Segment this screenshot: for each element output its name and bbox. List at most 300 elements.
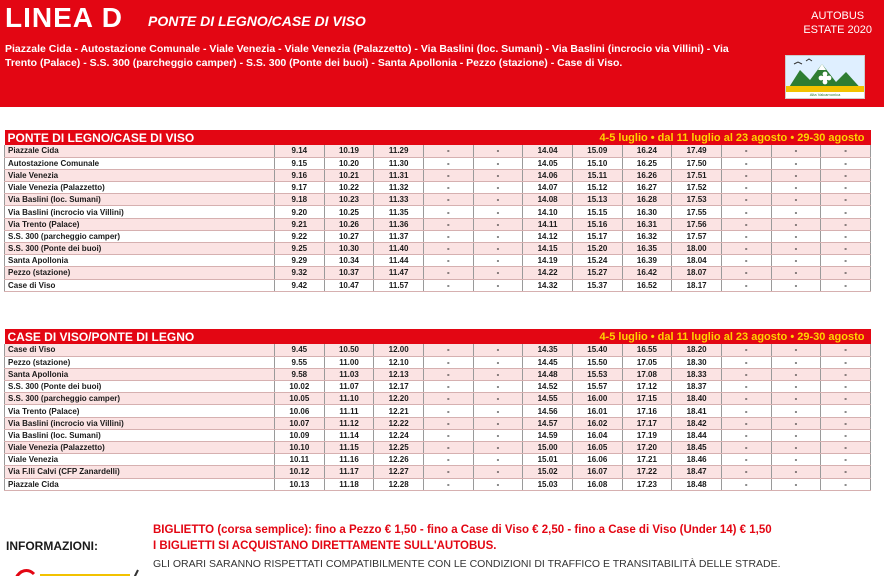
departure-time: 10.21 [324,169,374,181]
departure-time: - [771,157,821,169]
logo-caption: Alta Valcamonica [809,92,841,97]
departure-time: 16.07 [572,466,622,478]
departure-time: 18.17 [672,279,722,291]
departure-time: 18.47 [672,466,722,478]
departure-time: - [721,194,771,206]
departure-time: 17.57 [672,230,722,242]
departure-time: 11.10 [324,393,374,405]
departure-time: 15.40 [572,344,622,356]
departure-time: - [821,478,871,490]
departure-time: 14.19 [523,255,573,267]
departure-time: 9.15 [275,157,325,169]
stops-list: Piazzale Cida - Autostazione Comunale - Viale Venezia - Viale Venezia (Palazzetto) - Via Baslini (loc. Sumani) - Via Baslini (incrocio via Villini) - Via Trento (Palace) - S.S. 300 (parcheggio camper) - S.S. 300 (Ponte dei buoi) - Santa Apollonia - Pezzo (stazione) - Case di Viso. [5,43,729,69]
departure-time: 17.49 [672,145,722,157]
departure-time: 18.48 [672,478,722,490]
departure-time: 14.12 [523,230,573,242]
departure-time: 10.20 [324,157,374,169]
departure-time: 16.39 [622,255,672,267]
table-title: PONTE DI LEGNO/CASE DI VISO [5,130,424,145]
departure-time: - [423,368,473,380]
departure-time: - [473,442,523,454]
departure-time: 16.02 [572,417,622,429]
departure-time: - [771,466,821,478]
departure-time: 16.42 [622,267,672,279]
departure-time: 11.15 [324,442,374,454]
departure-time: - [473,454,523,466]
stop-name: Viale Venezia (Palazzetto) [5,442,275,454]
departure-time: 9.20 [275,206,325,218]
departure-time: - [821,230,871,242]
stop-name: Case di Viso [5,344,275,356]
table-title: CASE DI VISO/PONTE DI LEGNO [5,329,424,344]
departure-time: - [771,230,821,242]
departure-time: 14.10 [523,206,573,218]
departure-time: - [423,206,473,218]
departure-time: 16.27 [622,182,672,194]
departure-time: 10.23 [324,194,374,206]
stop-name: Piazzale Cida [5,478,275,490]
departure-time: - [423,255,473,267]
departure-time: 17.55 [672,206,722,218]
departure-time: 11.30 [374,157,424,169]
departure-time: 17.51 [672,169,722,181]
departure-time: 15.03 [523,478,573,490]
departure-time: - [473,267,523,279]
decorative-logo-icon [10,566,140,576]
departure-time: - [821,279,871,291]
departure-time: 11.37 [374,230,424,242]
departure-time: - [821,417,871,429]
departure-time: 14.05 [523,157,573,169]
departure-time: 16.25 [622,157,672,169]
departure-time: 16.24 [622,145,672,157]
departure-time: - [721,454,771,466]
departure-time: 12.24 [374,429,424,441]
departure-time: - [721,169,771,181]
departure-time: - [771,405,821,417]
departure-time: - [771,368,821,380]
stop-name: Via Baslini (loc. Sumani) [5,429,275,441]
departure-time: - [771,417,821,429]
departure-time: 16.52 [622,279,672,291]
departure-time: 10.27 [324,230,374,242]
departure-time: 10.07 [275,417,325,429]
stop-name: Piazzale Cida [5,145,275,157]
departure-time: - [721,381,771,393]
departure-time: 18.30 [672,356,722,368]
departure-time: 15.24 [572,255,622,267]
departure-time: - [771,206,821,218]
departure-time: 10.05 [275,393,325,405]
table-row [5,169,871,181]
departure-time: - [473,393,523,405]
departure-time: 15.57 [572,381,622,393]
departure-time: 15.01 [523,454,573,466]
stop-name: Pezzo (stazione) [5,356,275,368]
schedule-disclaimer: GLI ORARI SARANNO RISPETTATI COMPATIBILMENTE CON LE CONDIZIONI DI TRAFFICO E TRANSITABILITÀ DELLE STRADE. [153,558,781,570]
departure-time: 17.52 [672,182,722,194]
departure-time: 17.15 [622,393,672,405]
departure-time: 16.26 [622,169,672,181]
departure-time: 11.14 [324,429,374,441]
departure-time: - [771,255,821,267]
departure-time: - [473,145,523,157]
departure-time: 14.08 [523,194,573,206]
departure-time: 9.17 [275,182,325,194]
departure-time: - [821,466,871,478]
departure-time: 9.16 [275,169,325,181]
departure-time: 9.21 [275,218,325,230]
departure-time: - [771,145,821,157]
departure-time: - [473,279,523,291]
departure-time: 10.25 [324,206,374,218]
stop-name: Pezzo (stazione) [5,267,275,279]
departure-time: 9.29 [275,255,325,267]
departure-time: 11.47 [374,267,424,279]
departure-time: - [821,255,871,267]
departure-time: 11.17 [324,466,374,478]
departure-time: - [423,279,473,291]
departure-time: - [473,230,523,242]
departure-time: - [473,157,523,169]
departure-time: 18.45 [672,442,722,454]
departure-time: - [771,182,821,194]
table-row [5,368,871,380]
departure-time: - [473,344,523,356]
departure-time: 18.46 [672,454,722,466]
departure-time: - [473,356,523,368]
departure-time: - [721,405,771,417]
departure-time: - [771,279,821,291]
departure-time: 11.57 [374,279,424,291]
departure-time: - [473,218,523,230]
departure-time: - [473,466,523,478]
season-badge [803,9,872,37]
departure-time: - [771,442,821,454]
departure-time: 11.44 [374,255,424,267]
departure-time: - [771,429,821,441]
departure-time: 15.53 [572,368,622,380]
departure-time: 12.17 [374,381,424,393]
departure-time: - [821,405,871,417]
departure-time: 17.08 [622,368,672,380]
departure-time: 9.58 [275,368,325,380]
departure-time: - [423,393,473,405]
table-row [5,356,871,368]
stop-name: Via Baslini (incrocio via Villini) [5,417,275,429]
departure-time: 15.50 [572,356,622,368]
table-row [5,255,871,267]
departure-time: 15.16 [572,218,622,230]
departure-time: - [423,169,473,181]
departure-time: - [721,243,771,255]
stop-name: Via F.lli Calvi (CFP Zanardelli) [5,466,275,478]
departure-time: 11.12 [324,417,374,429]
departure-time: - [423,429,473,441]
departure-time: 10.09 [275,429,325,441]
departure-time: - [721,368,771,380]
departure-time: 12.00 [374,344,424,356]
departure-time: - [771,194,821,206]
departure-time: - [821,442,871,454]
departure-time: 14.55 [523,393,573,405]
departure-time: 11.29 [374,145,424,157]
table-header [5,329,871,344]
departure-time: 9.45 [275,344,325,356]
departure-time: 9.25 [275,243,325,255]
table-dates: 4-5 luglio • dal 11 luglio al 23 agosto • 29-30 agosto [423,329,870,344]
badge-line2: ESTATE 2020 [803,24,872,36]
departure-time: 16.04 [572,429,622,441]
table-header [5,130,871,145]
departure-time: 12.26 [374,454,424,466]
departure-time: 16.30 [622,206,672,218]
table-row [5,405,871,417]
departure-time: 12.21 [374,405,424,417]
departure-time: - [721,218,771,230]
departure-time: 17.21 [622,454,672,466]
departure-time: - [771,344,821,356]
timetable-outbound [4,130,871,292]
stop-name: S.S. 300 (Ponte dei buoi) [5,243,275,255]
departure-time: - [721,206,771,218]
table-row [5,194,871,206]
table-row [5,417,871,429]
table-row [5,182,871,194]
departure-time: 11.36 [374,218,424,230]
departure-time: 11.00 [324,356,374,368]
departure-time: 9.14 [275,145,325,157]
departure-time: 14.15 [523,243,573,255]
departure-time: 11.31 [374,169,424,181]
departure-time: - [423,442,473,454]
departure-time: 12.25 [374,442,424,454]
departure-time: 15.00 [523,442,573,454]
departure-time: 14.07 [523,182,573,194]
departure-time: 9.18 [275,194,325,206]
departure-time: 10.47 [324,279,374,291]
table-row [5,429,871,441]
departure-time: 11.18 [324,478,374,490]
departure-time: - [771,454,821,466]
departure-time: - [721,182,771,194]
departure-time: 15.17 [572,230,622,242]
departure-time: - [423,478,473,490]
departure-time: 14.48 [523,368,573,380]
departure-time: - [821,454,871,466]
departure-time: 15.09 [572,145,622,157]
departure-time: 11.11 [324,405,374,417]
departure-time: - [821,393,871,405]
departure-time: 18.04 [672,255,722,267]
departure-time: - [821,344,871,356]
departure-time: - [721,442,771,454]
departure-time: 17.20 [622,442,672,454]
departure-time: - [821,368,871,380]
departure-time: - [721,417,771,429]
departure-time: 18.07 [672,267,722,279]
departure-time: - [821,182,871,194]
departure-time: 11.40 [374,243,424,255]
table-row [5,218,871,230]
departure-time: - [423,194,473,206]
departure-time: 17.19 [622,429,672,441]
departure-time: 10.12 [275,466,325,478]
stop-name: Viale Venezia [5,454,275,466]
table-row [5,442,871,454]
departure-time: - [473,368,523,380]
stop-name: Via Trento (Palace) [5,405,275,417]
info-label: INFORMAZIONI: [6,539,98,553]
departure-time: 14.35 [523,344,573,356]
departure-time: 16.31 [622,218,672,230]
departure-time: 12.27 [374,466,424,478]
departure-time: - [771,393,821,405]
timetable-return [4,329,871,491]
departure-time: - [473,169,523,181]
departure-time: - [423,344,473,356]
departure-time: 16.32 [622,230,672,242]
mountain-logo [785,55,865,99]
departure-time: - [771,169,821,181]
departure-time: 17.17 [622,417,672,429]
departure-time: - [423,405,473,417]
departure-time: 15.37 [572,279,622,291]
departure-time: 10.26 [324,218,374,230]
table-row [5,478,871,490]
stop-name: Santa Apollonia [5,255,275,267]
departure-time: 15.10 [572,157,622,169]
departure-time: - [721,478,771,490]
departure-time: 9.55 [275,356,325,368]
departure-time: - [721,230,771,242]
departure-time: 14.59 [523,429,573,441]
departure-time: - [771,218,821,230]
departure-time: 11.03 [324,368,374,380]
stop-name: S.S. 300 (parcheggio camper) [5,230,275,242]
departure-time: 11.32 [374,182,424,194]
departure-time: - [771,381,821,393]
departure-time: - [771,243,821,255]
table-row [5,267,871,279]
departure-time: - [721,429,771,441]
departure-time: - [721,466,771,478]
departure-time: 17.53 [672,194,722,206]
departure-time: - [423,381,473,393]
table-row [5,393,871,405]
stop-name: Via Trento (Palace) [5,218,275,230]
departure-time: - [423,356,473,368]
departure-time: 17.12 [622,381,672,393]
departure-time: 12.22 [374,417,424,429]
departure-time: - [423,466,473,478]
departure-time: - [771,267,821,279]
departure-time: - [473,206,523,218]
departure-time: 17.56 [672,218,722,230]
departure-time: - [721,255,771,267]
departure-time: 14.11 [523,218,573,230]
table-row [5,230,871,242]
departure-time: 14.56 [523,405,573,417]
departure-time: 10.11 [275,454,325,466]
departure-time: - [473,194,523,206]
table-row [5,243,871,255]
table-row [5,145,871,157]
departure-time: - [721,157,771,169]
departure-time: 18.33 [672,368,722,380]
departure-time: - [821,381,871,393]
departure-time: - [721,145,771,157]
departure-time: 17.16 [622,405,672,417]
departure-time: - [721,267,771,279]
departure-time: 12.28 [374,478,424,490]
departure-time: 16.55 [622,344,672,356]
departure-time: 17.22 [622,466,672,478]
departure-time: 10.22 [324,182,374,194]
departure-time: - [423,145,473,157]
departure-time: 12.13 [374,368,424,380]
departure-time: - [821,218,871,230]
badge-line1: AUTOBUS [811,10,865,22]
departure-time: 16.06 [572,454,622,466]
departure-time: - [473,417,523,429]
departure-time: - [473,478,523,490]
departure-time: - [721,279,771,291]
departure-time: 18.41 [672,405,722,417]
departure-time: - [423,157,473,169]
departure-time: - [721,344,771,356]
departure-time: 18.37 [672,381,722,393]
departure-time: 16.08 [572,478,622,490]
departure-time: 16.00 [572,393,622,405]
departure-time: - [821,429,871,441]
departure-time: 9.22 [275,230,325,242]
departure-time: 12.20 [374,393,424,405]
table-row [5,206,871,218]
table-row [5,466,871,478]
stop-name: Viale Venezia (Palazzetto) [5,182,275,194]
departure-time: 15.12 [572,182,622,194]
table-row [5,454,871,466]
table-dates: 4-5 luglio • dal 11 luglio al 23 agosto • 29-30 agosto [423,130,870,145]
departure-time: 16.35 [622,243,672,255]
departure-time: 18.40 [672,393,722,405]
departure-time: 16.28 [622,194,672,206]
departure-time: 18.42 [672,417,722,429]
stop-name: Autostazione Comunale [5,157,275,169]
mountain-logo-icon [786,56,864,92]
ticket-purchase-note: I BIGLIETTI SI ACQUISTANO DIRETTAMENTE SULL'AUTOBUS. [153,540,497,552]
departure-time: - [771,356,821,368]
departure-time: 10.50 [324,344,374,356]
departure-time: - [821,243,871,255]
departure-time: 10.19 [324,145,374,157]
departure-time: - [721,356,771,368]
departure-time: 9.42 [275,279,325,291]
stop-name: Case di Viso [5,279,275,291]
ticket-prices: BIGLIETTO (corsa semplice): fino a Pezzo € 1,50 - fino a Case di Viso € 2,50 - fino a Case di Viso (Under 14) € 1,50 [153,524,772,536]
departure-time: 18.44 [672,429,722,441]
departure-time: - [821,169,871,181]
departure-time: - [423,267,473,279]
departure-time: 18.00 [672,243,722,255]
stop-name: Viale Venezia [5,169,275,181]
departure-time: - [821,206,871,218]
route-title: PONTE DI LEGNO/CASE DI VISO [148,13,366,29]
departure-time: - [473,405,523,417]
stop-name: S.S. 300 (parcheggio camper) [5,393,275,405]
departure-time: - [473,243,523,255]
